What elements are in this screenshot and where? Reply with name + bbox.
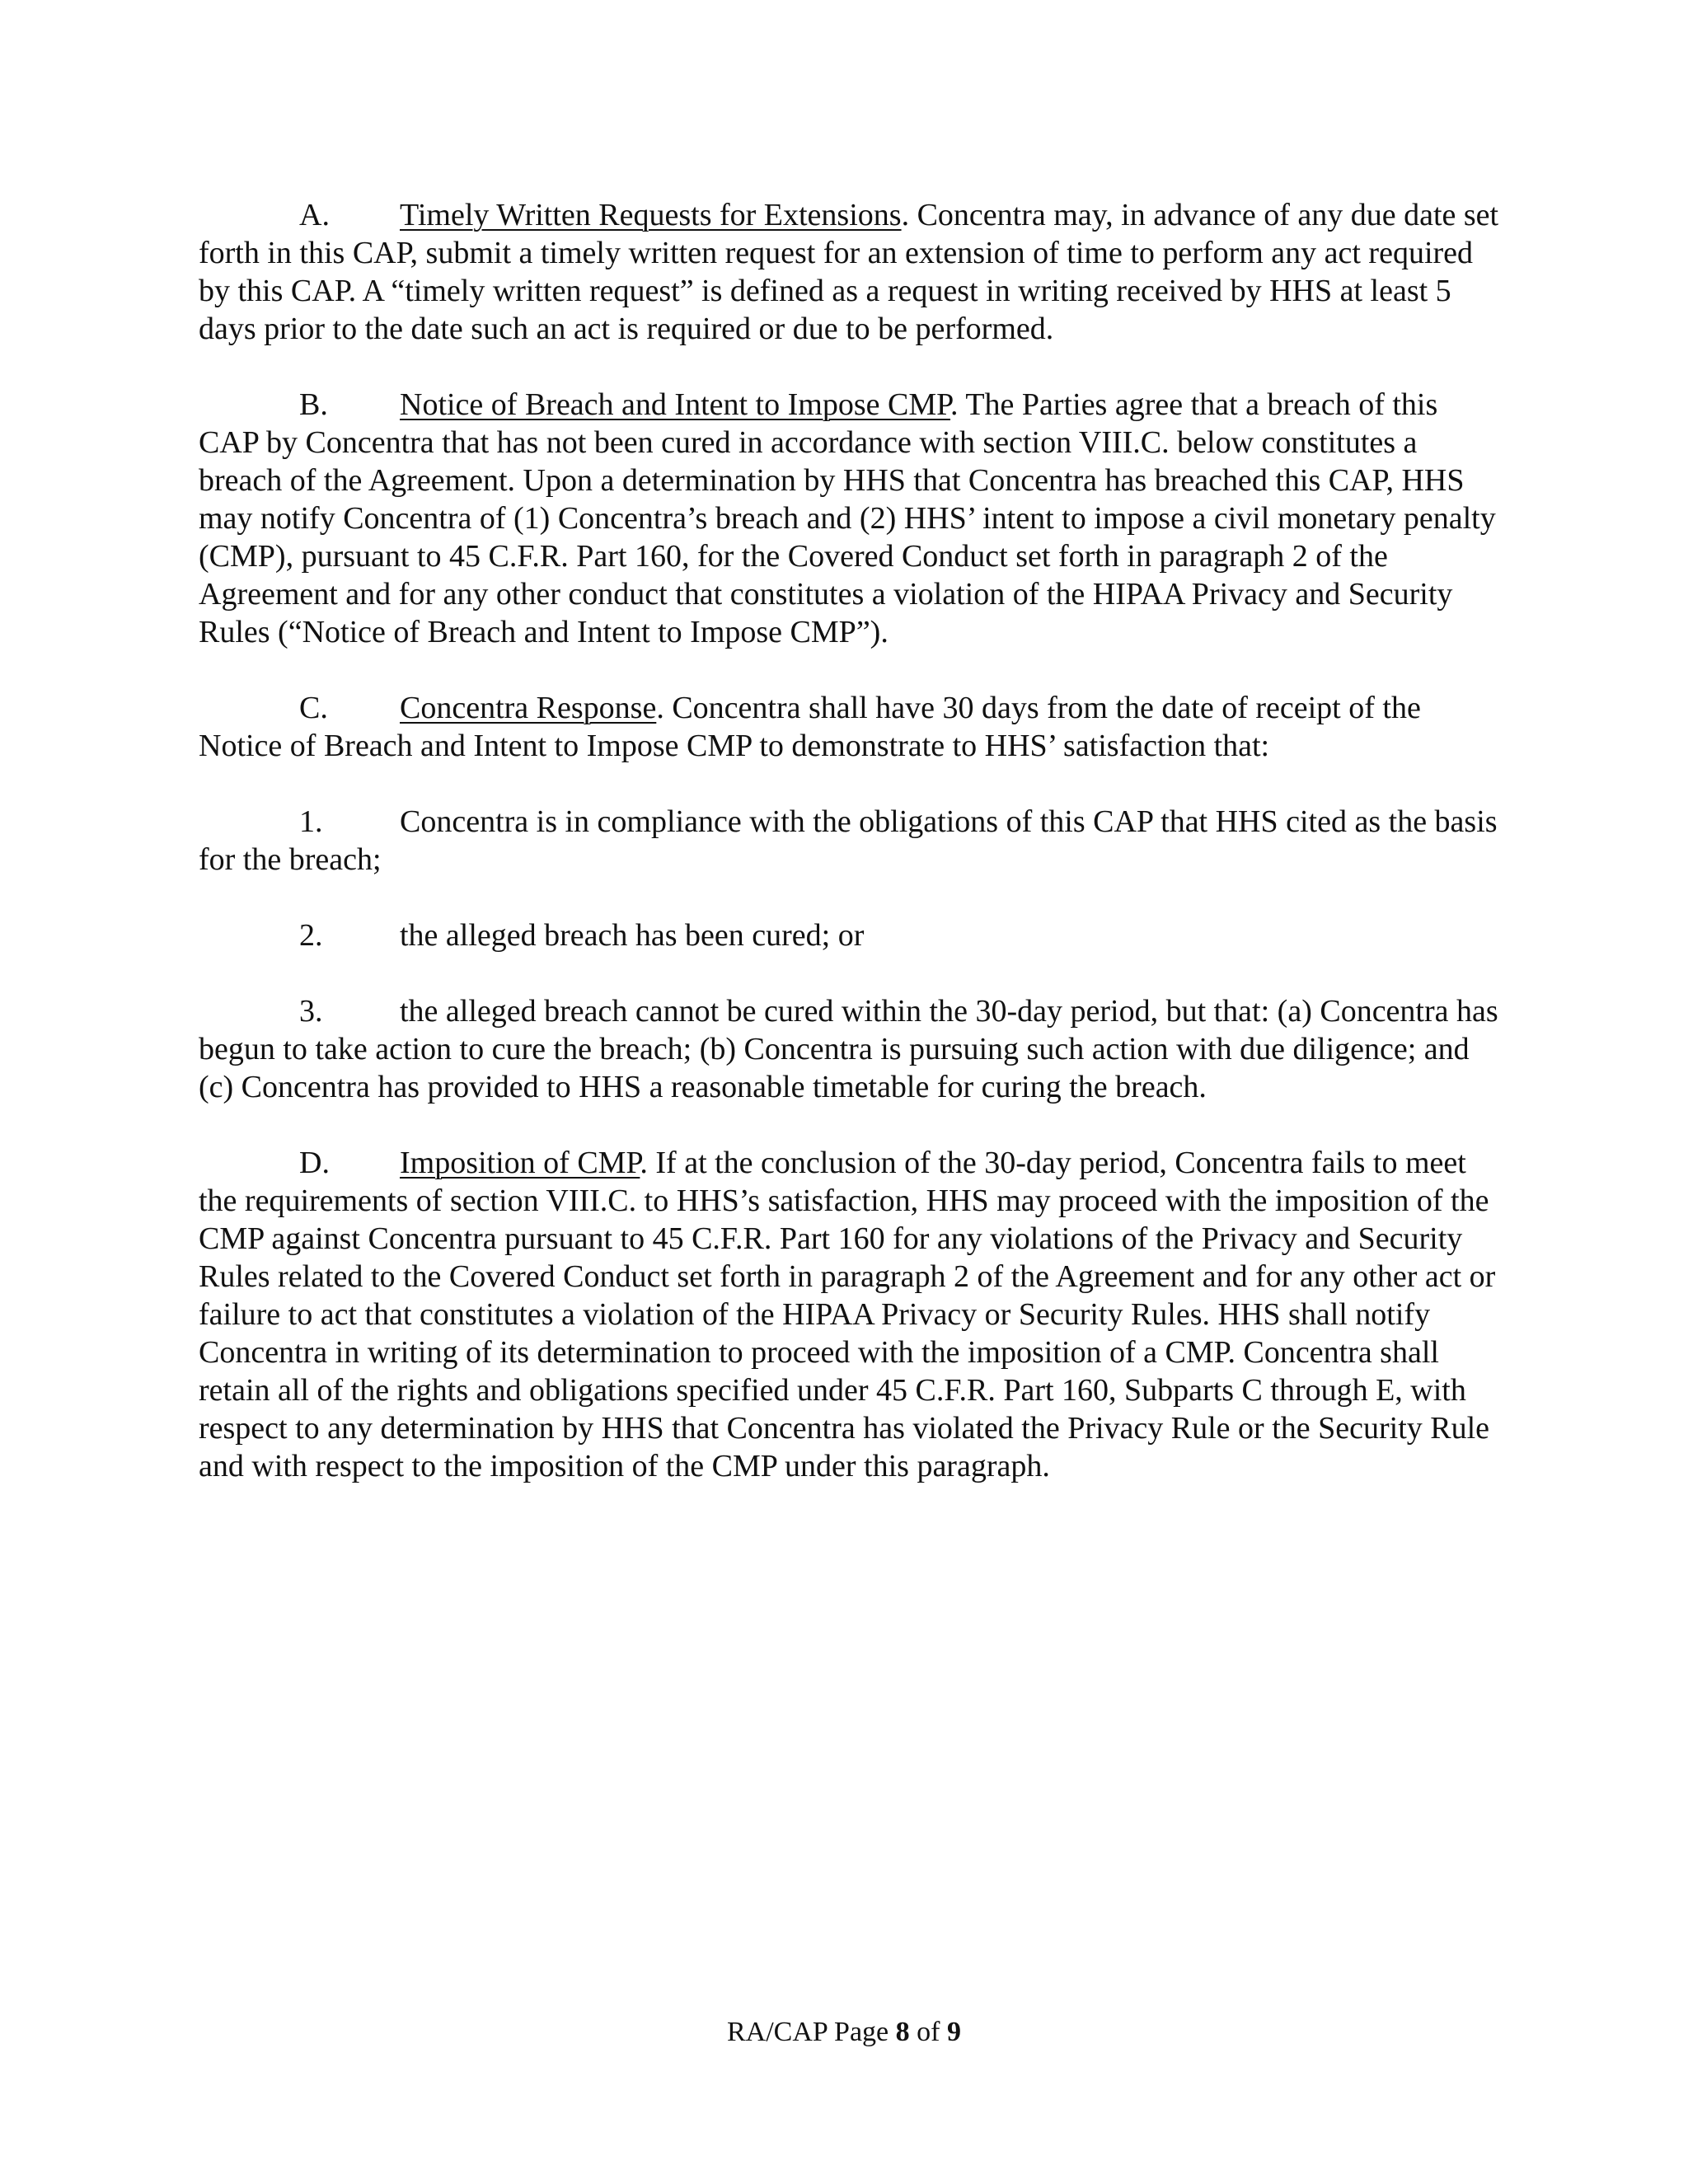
section-text: . Concentra may, in advance of any due date set forth in this CAP, submit a timely written request for an extension of time to perform any act required by this CAP. A “timely written request” is defined as a request in writing received by HHS at least 5 days prior to the date such an act is required or due to be performed. bbox=[199, 198, 1499, 346]
section-marker: C. bbox=[299, 691, 328, 725]
section-text: . If at the conclusion of the 30-day period, Concentra fails to meet the requirements of section VIII.C. to HHS’s satisfaction, HHS may proceed with the imposition of the CMP against Concentra pursuant to 45 C.F.R. Part 160 for any violations of the Privacy and Security Rules related to the Covered Conduct set forth in paragraph 2 of the Agreement and for any other act or failure to act that constitutes a violation of the HIPAA Privacy or Security Rules. HHS shall notify Concentra in writing of its determination to proceed with the imposition of a CMP. Concentra shall retain all of the rights and obligations specified under 45 C.F.R. Part 160, Subparts C through E, with respect to any determination by HHS that Concentra has violated the Privacy Rule or the Security Rule and with respect to the imposition of the CMP under this paragraph. bbox=[199, 1146, 1496, 1483]
section-text: . Concentra shall have 30 days from the date of receipt of the Notice of Breach and Intent to Impose CMP to demonstrate to HHS’ satisfaction that: bbox=[199, 691, 1421, 763]
section-b bbox=[199, 386, 1501, 651]
subsection-marker: 2. bbox=[299, 918, 323, 953]
section-heading: Imposition of CMP bbox=[400, 1146, 640, 1180]
footer-page-number: 8 bbox=[895, 2017, 910, 2047]
page-footer bbox=[0, 2016, 1688, 2049]
footer-page-total: 9 bbox=[946, 2017, 961, 2047]
subsection-text: the alleged breach has been cured; or bbox=[400, 918, 865, 953]
subsection-marker: 1. bbox=[299, 804, 323, 839]
section-c bbox=[199, 689, 1501, 765]
section-marker: B. bbox=[299, 387, 328, 422]
subsection-text: the alleged breach cannot be cured within the 30-day period, but that: (a) Concentra has begun to take action to cure the breach; (b) Concentra is pursuing such action with due diligence; and (c) Concentra has provided to HHS a reasonable timetable for curing the breach. bbox=[199, 994, 1498, 1104]
subsection-2 bbox=[199, 916, 1501, 954]
subsection-text: Concentra is in compliance with the obligations of this CAP that HHS cited as the basis for the breach; bbox=[199, 804, 1498, 877]
section-marker: D. bbox=[299, 1146, 330, 1180]
section-heading: Concentra Response bbox=[400, 691, 657, 725]
document-body bbox=[199, 196, 1501, 1523]
subsection-marker: 3. bbox=[299, 994, 323, 1029]
section-a bbox=[199, 196, 1501, 348]
subsection-3 bbox=[199, 992, 1501, 1106]
footer-of: of bbox=[909, 2017, 947, 2047]
section-marker: A. bbox=[299, 198, 330, 232]
subsection-1 bbox=[199, 803, 1501, 879]
section-heading: Notice of Breach and Intent to Impose CMP bbox=[400, 387, 951, 422]
section-text: . The Parties agree that a breach of this CAP by Concentra that has not been cured in accordance with section VIII.C. below constitutes a breach of the Agreement. Upon a determination by HHS that Concentra has breached this CAP, HHS may notify Concentra of (1) Concentra’s breach and (2) HHS’ intent to impose a civil monetary penalty (CMP), pursuant to 45 C.F.R. Part 160, for the Covered Conduct set forth in paragraph 2 of the Agreement and for any other conduct that constitutes a violation of the HIPAA Privacy and Security Rules (“Notice of Breach and Intent to Impose CMP”). bbox=[199, 387, 1496, 649]
footer-prefix: RA/CAP Page bbox=[727, 2017, 896, 2047]
section-d bbox=[199, 1144, 1501, 1485]
section-heading: Timely Written Requests for Extensions bbox=[400, 198, 902, 232]
